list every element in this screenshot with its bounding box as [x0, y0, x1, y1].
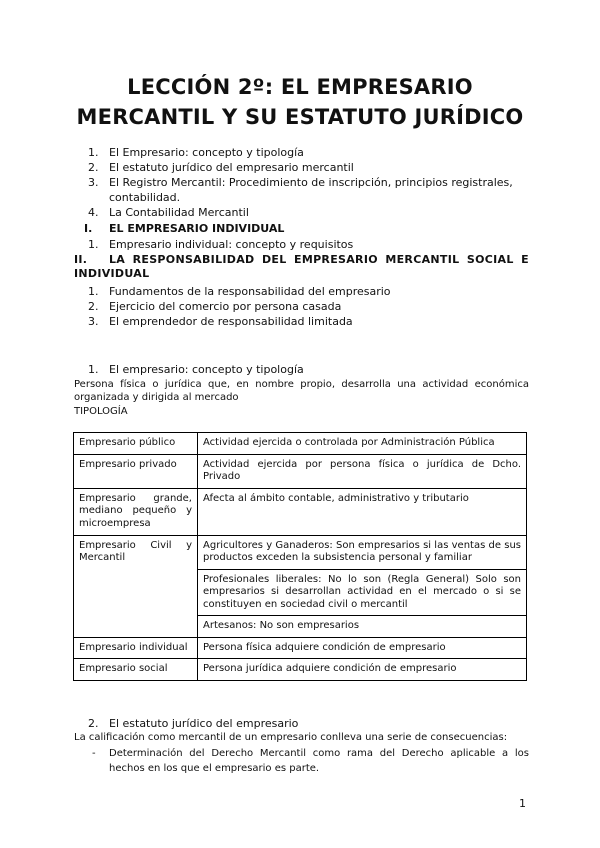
desc-cell: Actividad ejercida por persona física o jurídica de Dcho. Privado	[198, 454, 527, 488]
desc-cell: Persona jurídica adquiere condición de empresario	[198, 659, 527, 681]
table-row	[74, 454, 527, 488]
desc-sub-agricultores: Agricultores y Ganaderos: Son empresarios si las ventas de sus productos exceden la subsistencia personal y familiar	[203, 539, 521, 563]
index-item: 1. Empresario individual: concepto y requisitos	[88, 238, 354, 251]
index-item: 3. El Registro Mercantil: Procedimiento de inscripción, principios registrales, contabilidad.	[88, 176, 513, 204]
table-row	[74, 488, 527, 535]
page-number: 1	[519, 797, 526, 810]
index-item: 1. El Empresario: concepto y tipología	[88, 146, 304, 159]
desc-cell	[198, 535, 527, 637]
definition-text: Persona física o jurídica que, en nombre propio, desarrolla una actividad económica organizada y dirigida al mercado	[74, 379, 529, 403]
intro-2-text: La calificación como mercantil de un empresario conlleva una serie de consecuencias:	[74, 732, 508, 743]
index-item: 1. Fundamentos de la responsabilidad del empresario	[88, 285, 391, 298]
desc-sub-artesanos: Artesanos: No son empresarios	[198, 615, 526, 637]
table-row	[74, 433, 527, 455]
table-row	[74, 535, 527, 637]
index-item: 3. El emprendedor de responsabilidad limitada	[88, 315, 353, 328]
type-cell: Empresario privado	[74, 454, 198, 488]
type-cell: Empresario público	[74, 433, 198, 455]
table-row	[74, 659, 527, 681]
index-list	[88, 145, 528, 220]
tipologia-label: TIPOLOGÍA	[74, 406, 128, 417]
desc-cell: Actividad ejercida o controlada por Administración Pública	[198, 433, 527, 455]
heading-1: 1. El empresario: concepto y tipología	[88, 363, 304, 376]
table-row	[74, 637, 527, 659]
index-item: 2. Ejercicio del comercio por persona casada	[88, 300, 342, 313]
desc-cell: Persona física adquiere condición de empresario	[198, 637, 527, 659]
lesson-title: LECCIÓN 2º: EL EMPRESARIO MERCANTIL Y SU ESTATUTO JURÍDICO	[76, 75, 524, 129]
tipologia-table	[73, 432, 527, 681]
desc-cell: Afecta al ámbito contable, administrativo y tributario	[198, 488, 527, 535]
heading-2: 2. El estatuto jurídico del empresario	[88, 717, 299, 730]
type-cell: Empresario individual	[74, 637, 198, 659]
type-cell: Empresario social	[74, 659, 198, 681]
bullet-item: - Determinación del Derecho Mercantil como rama del Derecho aplicable a los hechos en los que el empresario es parte.	[92, 748, 529, 774]
section-heading-ii: II. LA RESPONSABILIDAD DEL EMPRESARIO MERCANTIL SOCIAL E INDIVIDUAL	[74, 253, 529, 280]
section-i-list	[88, 237, 528, 252]
type-cell: Empresario grande, mediano pequeño y microempresa	[74, 488, 198, 535]
index-item: 2. El estatuto jurídico del empresario mercantil	[88, 161, 354, 174]
section-heading-i: I. EL EMPRESARIO INDIVIDUAL	[84, 222, 285, 235]
dash-marker: -	[92, 748, 96, 759]
desc-sub-profesionales: Profesionales liberales: No lo son (Regla General) Solo son empresarios si desarrollan actividad en el mercado o si se constituyen en sociedad civil o mercantil	[198, 569, 526, 616]
section-ii-list	[88, 284, 528, 329]
index-item: 4. La Contabilidad Mercantil	[88, 206, 249, 219]
type-cell: Empresario Civil y Mercantil	[74, 535, 198, 637]
